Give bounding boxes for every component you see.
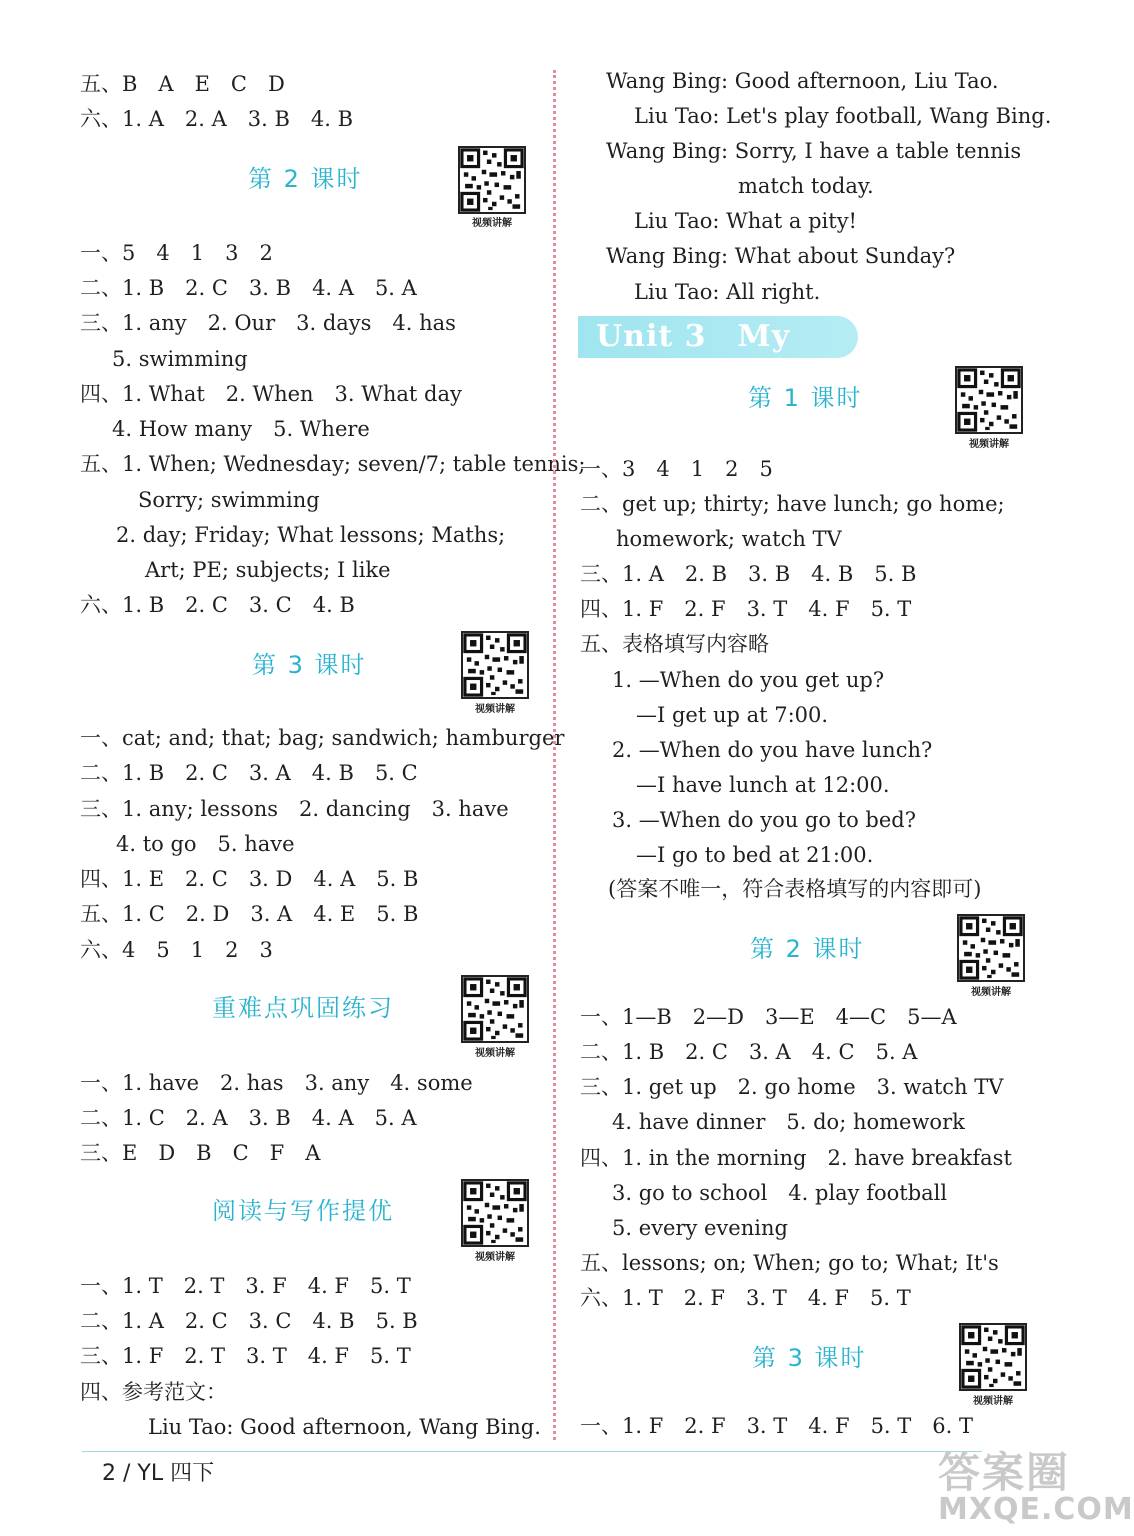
answer-line: Art; PE; subjects; I like — [145, 558, 391, 582]
answer-line: 一、5 4 1 3 2 — [80, 241, 273, 265]
qr-code[interactable] — [461, 975, 529, 1043]
answer-line: 四、1. What 2. When 3. What day — [80, 382, 462, 406]
answer-line: —I go to bed at 21:00. — [636, 843, 874, 867]
answer-line: 3. go to school 4. play football — [612, 1181, 948, 1205]
qr-code[interactable] — [959, 1323, 1027, 1391]
section-title: 第 1 课时 — [748, 384, 863, 412]
qr-code[interactable] — [461, 631, 529, 699]
answer-line: 五、B A E C D — [80, 72, 285, 96]
answer-line: 二、1. C 2. A 3. B 4. A 5. A — [80, 1106, 417, 1130]
answer-line: (答案不唯一，符合表格填写的内容即可) — [608, 877, 982, 901]
answer-line: 三、E D B C F A — [80, 1141, 321, 1165]
answer-line: 五、表格填写内容略 — [580, 632, 769, 656]
unit-banner: Unit 3 My day — [578, 316, 858, 358]
answer-line: Liu Tao: All right. — [634, 280, 821, 304]
answer-line: 三、1. A 2. B 3. B 4. B 5. B — [580, 562, 917, 586]
answer-line: Wang Bing: What about Sunday? — [606, 244, 956, 268]
qr-caption: 视频讲解 — [475, 1252, 515, 1263]
qr-code-icon — [957, 368, 1021, 432]
answer-line: 2. —When do you have lunch? — [612, 738, 933, 762]
answer-line: Liu Tao: Let's play football, Wang Bing. — [634, 104, 1052, 128]
answer-line: 5. every evening — [612, 1216, 788, 1240]
answer-line: 六、1. B 2. C 3. C 4. B — [80, 593, 355, 617]
answer-line: 五、1. C 2. D 3. A 4. E 5. B — [80, 902, 419, 926]
qr-caption: 视频讲解 — [475, 1048, 515, 1059]
answer-line: 4. How many 5. Where — [112, 417, 370, 441]
answer-line: Sorry; swimming — [138, 488, 320, 512]
answer-line: 一、3 4 1 2 5 — [580, 457, 773, 481]
answer-line: 六、4 5 1 2 3 — [80, 938, 273, 962]
section-title: 第 3 课时 — [752, 1344, 867, 1372]
answer-line: 三、1. get up 2. go home 3. watch TV — [580, 1075, 1004, 1099]
answer-line: 四、1. E 2. C 3. D 4. A 5. B — [80, 867, 419, 891]
answer-line: 二、1. A 2. C 3. C 4. B 5. B — [80, 1309, 418, 1333]
qr-caption: 视频讲解 — [475, 704, 515, 715]
qr-caption: 视频讲解 — [973, 1396, 1013, 1407]
qr-code-icon — [463, 977, 527, 1041]
watermark-logo — [920, 1440, 1134, 1536]
answer-line: 3. —When do you go to bed? — [612, 808, 917, 832]
answer-line: 三、1. any 2. Our 3. days 4. has — [80, 311, 456, 335]
answer-line: 四、1. in the morning 2. have breakfast — [580, 1146, 1012, 1170]
answer-line: 一、cat; and; that; bag; sandwich; hamburger — [80, 726, 565, 750]
answer-line: 二、1. B 2. C 3. A 4. B 5. C — [80, 761, 418, 785]
qr-code[interactable] — [957, 914, 1025, 982]
qr-code-icon — [463, 1181, 527, 1245]
answer-line: Liu Tao: Good afternoon, Wang Bing. — [148, 1415, 541, 1439]
answer-line: 一、1. T 2. T 3. F 4. F 5. T — [80, 1274, 411, 1298]
answer-line: 2. day; Friday; What lessons; Maths; — [116, 523, 506, 547]
answer-line: Liu Tao: What a pity! — [634, 209, 857, 233]
answer-line: 二、1. B 2. C 3. A 4. C 5. A — [580, 1040, 918, 1064]
answer-line: 六、1. T 2. F 3. T 4. F 5. T — [580, 1286, 911, 1310]
answer-line: 4. to go 5. have — [116, 832, 295, 856]
section-title: 第 2 课时 — [750, 935, 865, 963]
column-divider — [553, 70, 556, 1440]
qr-code-icon — [463, 633, 527, 697]
answer-line: 一、1—B 2—D 3—E 4—C 5—A — [580, 1005, 957, 1029]
qr-code[interactable] — [461, 1179, 529, 1247]
answer-line: 四、参考范文： — [80, 1380, 227, 1404]
answer-line: 二、1. B 2. C 3. B 4. A 5. A — [80, 276, 417, 300]
footer-rule — [82, 1451, 982, 1452]
qr-caption: 视频讲解 — [969, 439, 1009, 450]
answer-line: 一、1. F 2. F 3. T 4. F 5. T 6. T — [580, 1414, 974, 1438]
answer-line: 一、1. have 2. has 3. any 4. some — [80, 1071, 473, 1095]
answer-line: 五、lessons; on; When; go to; What; It's — [580, 1251, 999, 1275]
answer-line: 二、get up; thirty; have lunch; go home; — [580, 492, 1005, 516]
answer-line: 1. —When do you get up? — [612, 668, 885, 692]
answer-line: 五、1. When; Wednesday; seven/7; table tennis; — [80, 452, 586, 476]
answer-line: —I get up at 7:00. — [636, 703, 829, 727]
answer-line: Wang Bing: Sorry, I have a table tennis — [606, 139, 1022, 163]
qr-caption: 视频讲解 — [472, 218, 512, 229]
answer-line: 六、1. A 2. A 3. B 4. B — [80, 107, 354, 131]
section-title: 第 3 课时 — [252, 651, 367, 679]
qr-code-icon — [961, 1325, 1025, 1389]
qr-caption: 视频讲解 — [971, 987, 1011, 998]
answer-line: 四、1. F 2. F 3. T 4. F 5. T — [580, 597, 912, 621]
answer-line: Wang Bing: Good afternoon, Liu Tao. — [606, 69, 999, 93]
watermark-url: MXQE.COM — [938, 1492, 1134, 1527]
answer-line: match today. — [738, 174, 874, 198]
watermark-title: 答案圈 — [938, 1448, 1071, 1497]
answer-line: homework; watch TV — [616, 527, 842, 551]
section-title: 重难点巩固练习 — [212, 994, 394, 1022]
qr-code[interactable] — [955, 366, 1023, 434]
qr-code-icon — [959, 916, 1023, 980]
answer-line: 5. swimming — [112, 347, 248, 371]
qr-code[interactable] — [458, 146, 526, 214]
qr-code-icon — [460, 148, 524, 212]
answer-line: 三、1. any; lessons 2. dancing 3. have — [80, 797, 509, 821]
answer-line: 三、1. F 2. T 3. T 4. F 5. T — [80, 1344, 411, 1368]
page-footer: 2 / YL 四下 — [102, 1461, 215, 1486]
answer-line: 4. have dinner 5. do; homework — [612, 1110, 965, 1134]
answer-line: —I have lunch at 12:00. — [636, 773, 890, 797]
section-title: 阅读与写作提优 — [212, 1197, 394, 1225]
section-title: 第 2 课时 — [248, 165, 363, 193]
